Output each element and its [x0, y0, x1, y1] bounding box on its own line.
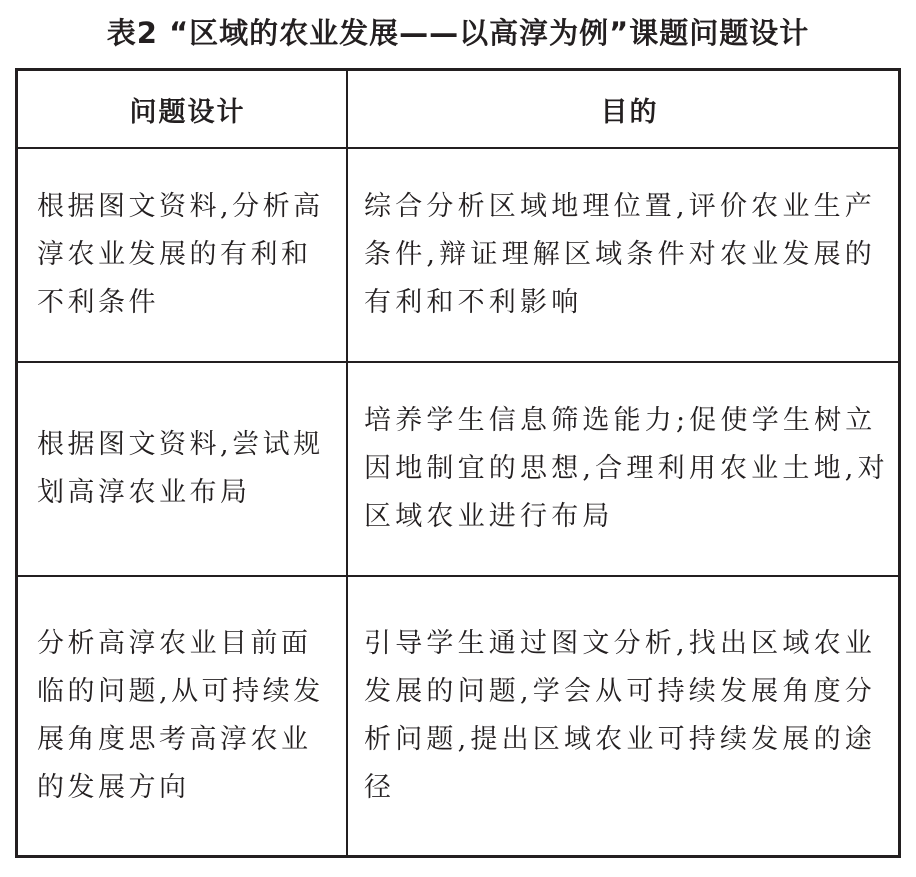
table-cell-purpose	[348, 576, 901, 855]
purpose-text: 培养学生信息筛选能力;促使学生树立因地制宜的思想,合理利用农业土地,对区域农业进行布局	[364, 404, 889, 532]
question-design-table	[15, 68, 901, 858]
column-header: 问题设计	[129, 96, 246, 128]
purpose-text: 综合分析区域地理位置,评价农业生产条件,辩证理解区域条件对农业发展的有利和不利影响	[364, 190, 876, 318]
table-cell-purpose	[348, 148, 901, 361]
table-cell-question	[18, 362, 346, 575]
table-caption: 表2 “区域的农业发展——以高淳为例”课题问题设计	[106, 16, 810, 50]
table-cell-purpose	[348, 362, 901, 575]
question-text: 分析高淳农业目前面临的问题,从可持续发展角度思考高淳农业的发展方向	[37, 627, 324, 803]
question-text: 根据图文资料,尝试规划高淳农业布局	[37, 428, 324, 508]
table-cell-question	[18, 148, 346, 361]
table-cell-question	[18, 576, 346, 855]
question-text: 根据图文资料,分析高淳农业发展的有利和不利条件	[37, 190, 324, 318]
header-cell-purpose	[348, 71, 901, 147]
column-header: 目的	[600, 96, 659, 128]
purpose-text: 引导学生通过图文分析,找出区域农业发展的问题,学会从可持续发展角度分析问题,提出区域农业可持续发展的途径	[364, 627, 876, 803]
header-cell-question-design	[18, 71, 346, 147]
